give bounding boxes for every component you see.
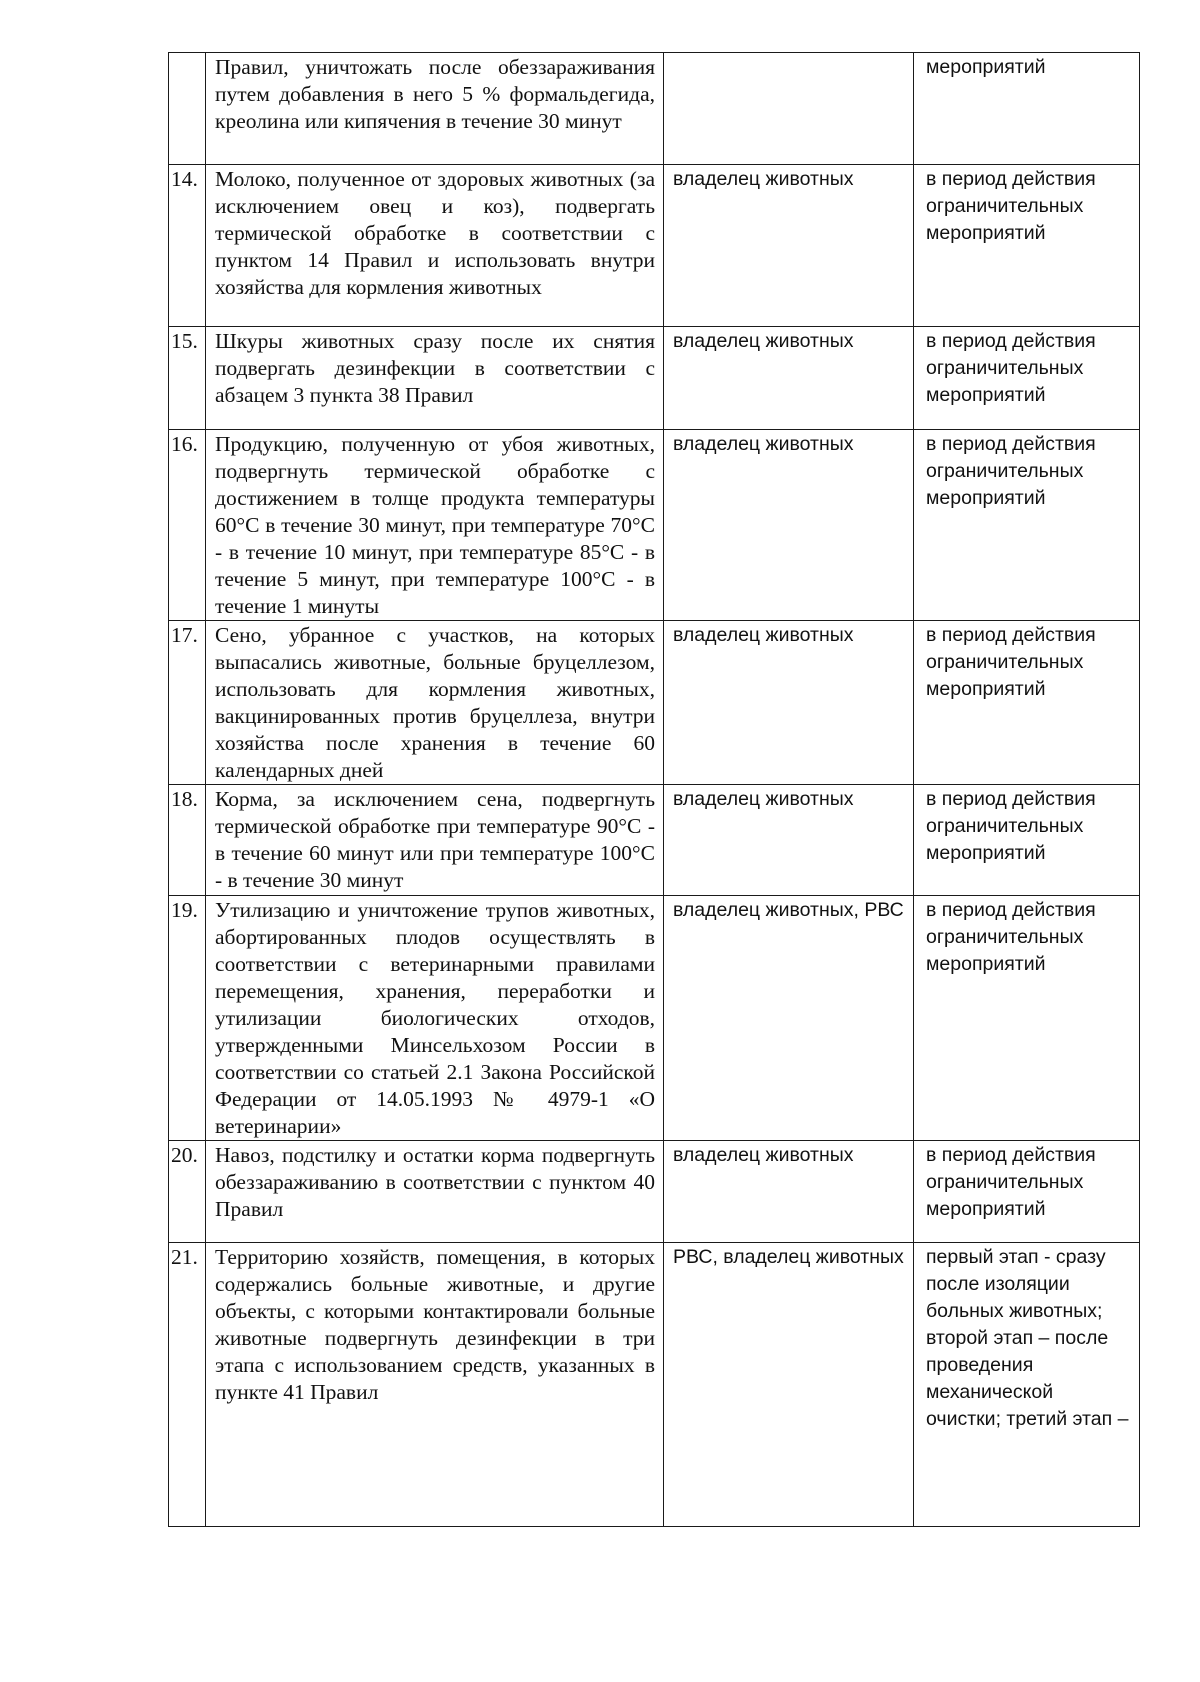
- responsible-party: владелец животных: [664, 327, 914, 430]
- execution-period: мероприятий: [914, 53, 1140, 165]
- measure-description: Шкуры животных сразу после их снятия подвергать дезинфекции в соответствии с абзацем 3 пункта 38 Правил: [206, 327, 664, 430]
- row-number: 16.: [169, 430, 206, 621]
- measure-description: Территорию хозяйств, помещения, в которых содержались больные животные, и другие объекты, с которыми контактировали больные животные подвергнуть дезинфекции в три этапа с использованием средств, указанных в пункте 41 Правил: [206, 1243, 664, 1527]
- measure-description: Продукцию, полученную от убоя животных, подвергнуть термической обработке с достижением в толще продукта температуры 60°С в течение 30 минут, при температуре 70°С - в течение 10 минут, при температуре 85°С - в течение 5 минут, при температуре 100°С - в течение 1 минуты: [206, 430, 664, 621]
- table-row: [169, 327, 1140, 430]
- row-number: 18.: [169, 785, 206, 896]
- measure-description: Корма, за исключением сена, подвергнуть термической обработке при температуре 90°С - в течение 60 минут или при температуре 100°С - в течение 30 минут: [206, 785, 664, 896]
- row-number: 19.: [169, 896, 206, 1141]
- responsible-party: владелец животных, РВС: [664, 896, 914, 1141]
- execution-period: в период действия ограничительных мероприятий: [914, 621, 1140, 785]
- row-number: 21.: [169, 1243, 206, 1527]
- measure-description: Сено, убранное с участков, на которых выпасались животные, больные бруцеллезом, использовать для кормления животных, вакцинированных против бруцеллеза, внутри хозяйства после хранения в течение 60 календарных дней: [206, 621, 664, 785]
- responsible-party: владелец животных: [664, 785, 914, 896]
- execution-period: в период действия ограничительных мероприятий: [914, 327, 1140, 430]
- table-row: [169, 896, 1140, 1141]
- table-row: [169, 430, 1140, 621]
- responsible-party: владелец животных: [664, 1141, 914, 1243]
- execution-period: в период действия ограничительных мероприятий: [914, 896, 1140, 1141]
- responsible-party: владелец животных: [664, 621, 914, 785]
- row-number: 20.: [169, 1141, 206, 1243]
- responsible-party: РВС, владелец животных: [664, 1243, 914, 1527]
- execution-period: в период действия ограничительных мероприятий: [914, 165, 1140, 327]
- row-number: 17.: [169, 621, 206, 785]
- row-number: 14.: [169, 165, 206, 327]
- row-number: 15.: [169, 327, 206, 430]
- table-row: [169, 1243, 1140, 1527]
- measures-table: [168, 52, 1140, 1527]
- table-row: [169, 621, 1140, 785]
- table-row: [169, 53, 1140, 165]
- measure-description: Правил, уничтожать после обеззараживания путем добавления в него 5 % формальдегида, креолина или кипячения в течение 30 минут: [206, 53, 664, 165]
- table-row: [169, 785, 1140, 896]
- responsible-party: владелец животных: [664, 165, 914, 327]
- execution-period: в период действия ограничительных мероприятий: [914, 430, 1140, 621]
- responsible-party: владелец животных: [664, 430, 914, 621]
- table-row: [169, 165, 1140, 327]
- measure-description: Утилизацию и уничтожение трупов животных, абортированных плодов осуществлять в соответствии с ветеринарными правилами перемещения, хранения, переработки и утилизации биологических отходов, утвержденными Минсельхозом России в соответствии со статьей 2.1 Закона Российской Федерации от 14.05.1993 № 4979-1 «О ветеринарии»: [206, 896, 664, 1141]
- measure-description: Навоз, подстилку и остатки корма подвергнуть обеззараживанию в соответствии с пунктом 40 Правил: [206, 1141, 664, 1243]
- execution-period: в период действия ограничительных мероприятий: [914, 1141, 1140, 1243]
- table-row: [169, 1141, 1140, 1243]
- measure-description: Молоко, полученное от здоровых животных (за исключением овец и коз), подвергать термической обработке в соответствии с пунктом 14 Правил и использовать внутри хозяйства для кормления животных: [206, 165, 664, 327]
- responsible-party: [664, 53, 914, 165]
- execution-period: в период действия ограничительных мероприятий: [914, 785, 1140, 896]
- execution-period: первый этап - сразу после изоляции больных животных; второй этап – после проведения механической очистки; третий этап –: [914, 1243, 1140, 1527]
- row-number: [169, 53, 206, 165]
